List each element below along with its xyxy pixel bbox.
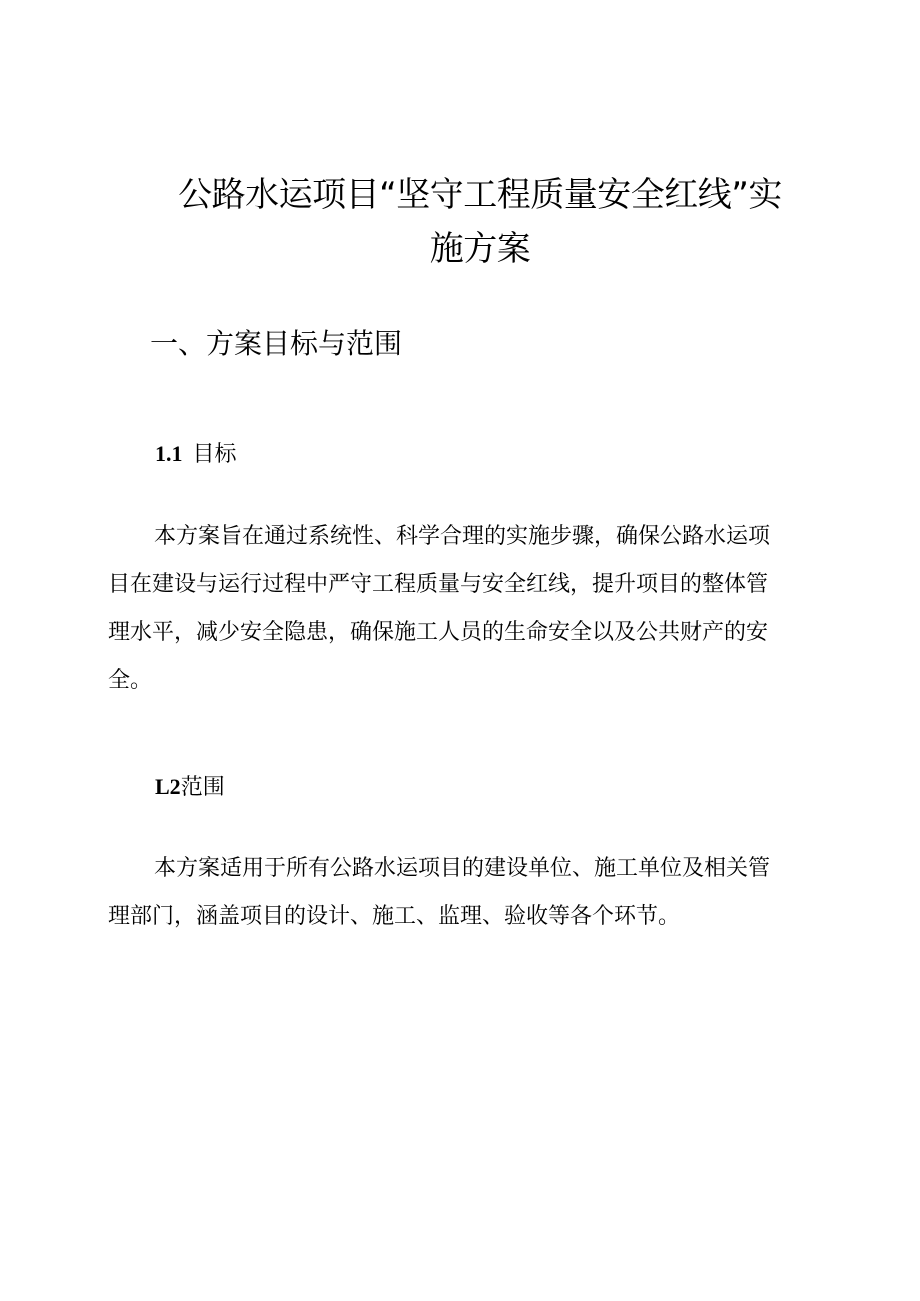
paragraph-line: 理部门，涵盖项目的设计、施工、监理、验收等各个环节。 xyxy=(108,904,681,929)
paragraph-goal xyxy=(108,513,808,705)
paragraph-line: 本方案旨在通过系统性、科学合理的实施步骤，确保公路水运项 xyxy=(154,524,771,549)
section-heading: 一、方案目标与范围 xyxy=(150,327,403,360)
paragraph-scope xyxy=(108,845,808,941)
subsection-label: 目标 xyxy=(192,442,237,467)
document-title-line-1: 公路水运项目“坚守工程质量安全红线”实 xyxy=(178,175,782,215)
paragraph-line: 理水平，减少安全隐患，确保施工人员的生命安全以及公共财产的安 xyxy=(108,620,769,645)
subsection-heading-scope xyxy=(155,770,225,805)
subsection-number: L2 xyxy=(155,774,181,799)
paragraph-line: 本方案适用于所有公路水运项目的建设单位、施工单位及相关管 xyxy=(154,856,771,881)
subsection-label: 范围 xyxy=(180,775,225,800)
paragraph-line: 全。 xyxy=(108,668,153,693)
document-title xyxy=(140,168,820,276)
subsection-heading-goal xyxy=(155,437,237,472)
subsection-number: 1.1 xyxy=(155,441,183,466)
document-title-line-2: 施方案 xyxy=(429,229,531,269)
paragraph-line: 目在建设与运行过程中严守工程质量与安全红线，提升项目的整体管 xyxy=(108,572,769,597)
